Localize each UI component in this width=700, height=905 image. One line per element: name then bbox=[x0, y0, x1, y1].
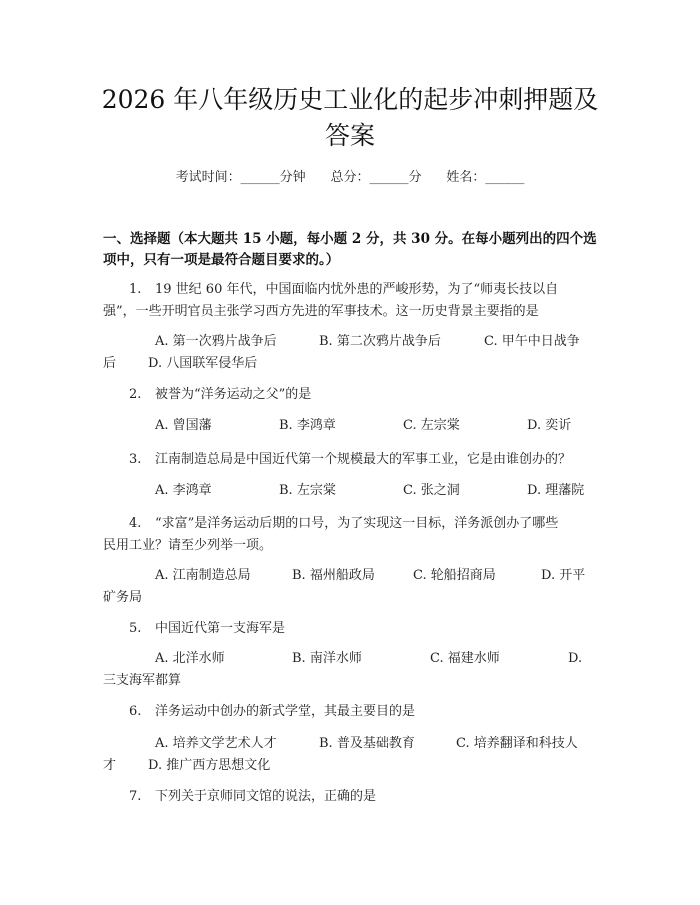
option-b[interactable]: B. 福州船政局 bbox=[292, 568, 375, 583]
question-number: 4. bbox=[129, 516, 142, 531]
question-text: 洋务运动中创办的新式学堂，其最主要目的是 bbox=[155, 704, 416, 719]
option-c-continued: 才 bbox=[103, 758, 117, 773]
title-line-2: 答案 bbox=[324, 121, 375, 150]
score-unit: 分 bbox=[408, 170, 422, 185]
question-number: 2. bbox=[129, 387, 142, 402]
question-text: 19 世纪 60 年代，中国面临内忧外患的严峻形势，为了“师夷长技以自 bbox=[155, 282, 559, 297]
option-c[interactable]: C. 张之洞 bbox=[403, 483, 460, 498]
option-d[interactable]: D. 理藩院 bbox=[527, 483, 585, 498]
section-heading bbox=[103, 229, 601, 271]
section-heading-line-2: 项中，只有一项是最符合题目要求的。） bbox=[103, 252, 340, 268]
option-d[interactable]: D. 开平 bbox=[541, 568, 586, 583]
question-3 bbox=[103, 449, 601, 471]
question-number: 6. bbox=[129, 704, 142, 719]
option-b[interactable]: B. 第二次鸦片战争后 bbox=[319, 334, 441, 349]
option-a[interactable]: A. 江南制造总局 bbox=[155, 568, 251, 583]
question-1-options bbox=[103, 331, 603, 375]
question-2 bbox=[103, 384, 601, 406]
question-number: 3. bbox=[129, 452, 142, 467]
option-c[interactable]: C. 福建水师 bbox=[430, 651, 500, 666]
option-b[interactable]: B. 左宗棠 bbox=[279, 483, 336, 498]
question-4 bbox=[103, 513, 601, 557]
name-blank: ______ bbox=[485, 170, 525, 185]
question-5 bbox=[103, 618, 601, 640]
time-blank: ______ bbox=[240, 170, 280, 185]
question-3-options bbox=[103, 480, 603, 502]
option-d-continued: 矿务局 bbox=[103, 590, 143, 605]
option-a[interactable]: A. 李鸿章 bbox=[155, 483, 212, 498]
time-label: 考试时间： bbox=[175, 170, 241, 185]
score-blank: ______ bbox=[369, 170, 409, 185]
question-text: 中国近代第一支海军是 bbox=[155, 621, 286, 636]
option-a[interactable]: A. 曾国藩 bbox=[155, 418, 212, 433]
score-label: 总分： bbox=[330, 170, 370, 185]
option-d[interactable]: D. 奕䜣 bbox=[527, 418, 572, 433]
section-heading-line-1: 一、选择题（本大题共 15 小题，每小题 2 分，共 30 分。在每小题列出的四个选 bbox=[103, 231, 597, 247]
question-text: 被誉为“洋务运动之父”的是 bbox=[155, 387, 312, 402]
option-c[interactable]: C. 轮船招商局 bbox=[413, 568, 496, 583]
question-6-options bbox=[103, 733, 603, 777]
question-7 bbox=[103, 786, 601, 808]
option-c[interactable]: C. 左宗棠 bbox=[403, 418, 460, 433]
option-d-continued: 三支海军都算 bbox=[103, 673, 182, 688]
exam-meta bbox=[0, 169, 700, 187]
question-1 bbox=[103, 279, 601, 323]
option-d[interactable]: D. 推广西方思想文化 bbox=[148, 758, 271, 773]
question-text: “求富”是洋务运动后期的口号，为了实现这一目标，洋务派创办了哪些 bbox=[155, 516, 559, 531]
question-number: 1. bbox=[129, 282, 142, 297]
option-c[interactable]: C. 培养翻译和科技人 bbox=[456, 736, 578, 751]
question-text-continued: 强”，一些开明官员主张学习西方先进的军事技术。这一历史背景主要指的是 bbox=[103, 304, 539, 319]
option-a[interactable]: A. 北洋水师 bbox=[155, 651, 225, 666]
question-text: 江南制造总局是中国近代第一个规模最大的军事工业，它是由谁创办的？ bbox=[155, 452, 572, 467]
question-6 bbox=[103, 701, 601, 723]
title-line-1: 2026 年八年级历史工业化的起步冲刺押题及 bbox=[101, 85, 599, 114]
time-unit: 分钟 bbox=[279, 170, 306, 185]
option-a[interactable]: A. 第一次鸦片战争后 bbox=[155, 334, 277, 349]
document-title bbox=[70, 82, 630, 154]
option-b[interactable]: B. 李鸿章 bbox=[279, 418, 336, 433]
question-2-options bbox=[103, 415, 603, 437]
option-b[interactable]: B. 南洋水师 bbox=[292, 651, 362, 666]
question-text: 下列关于京师同文馆的说法，正确的是 bbox=[155, 789, 377, 804]
question-5-options bbox=[103, 648, 603, 692]
option-a[interactable]: A. 培养文学艺术人才 bbox=[155, 736, 277, 751]
option-c[interactable]: C. 甲午中日战争 bbox=[484, 334, 580, 349]
question-number: 7. bbox=[129, 789, 142, 804]
question-4-options bbox=[103, 565, 603, 609]
question-number: 5. bbox=[129, 621, 142, 636]
name-label: 姓名： bbox=[446, 170, 486, 185]
option-d[interactable]: D. bbox=[568, 651, 583, 666]
question-text-continued: 民用工业？请至少列举一项。 bbox=[103, 538, 273, 553]
option-c-continued: 后 bbox=[103, 356, 117, 371]
option-b[interactable]: B. 普及基础教育 bbox=[319, 736, 415, 751]
option-d[interactable]: D. 八国联军侵华后 bbox=[148, 356, 258, 371]
